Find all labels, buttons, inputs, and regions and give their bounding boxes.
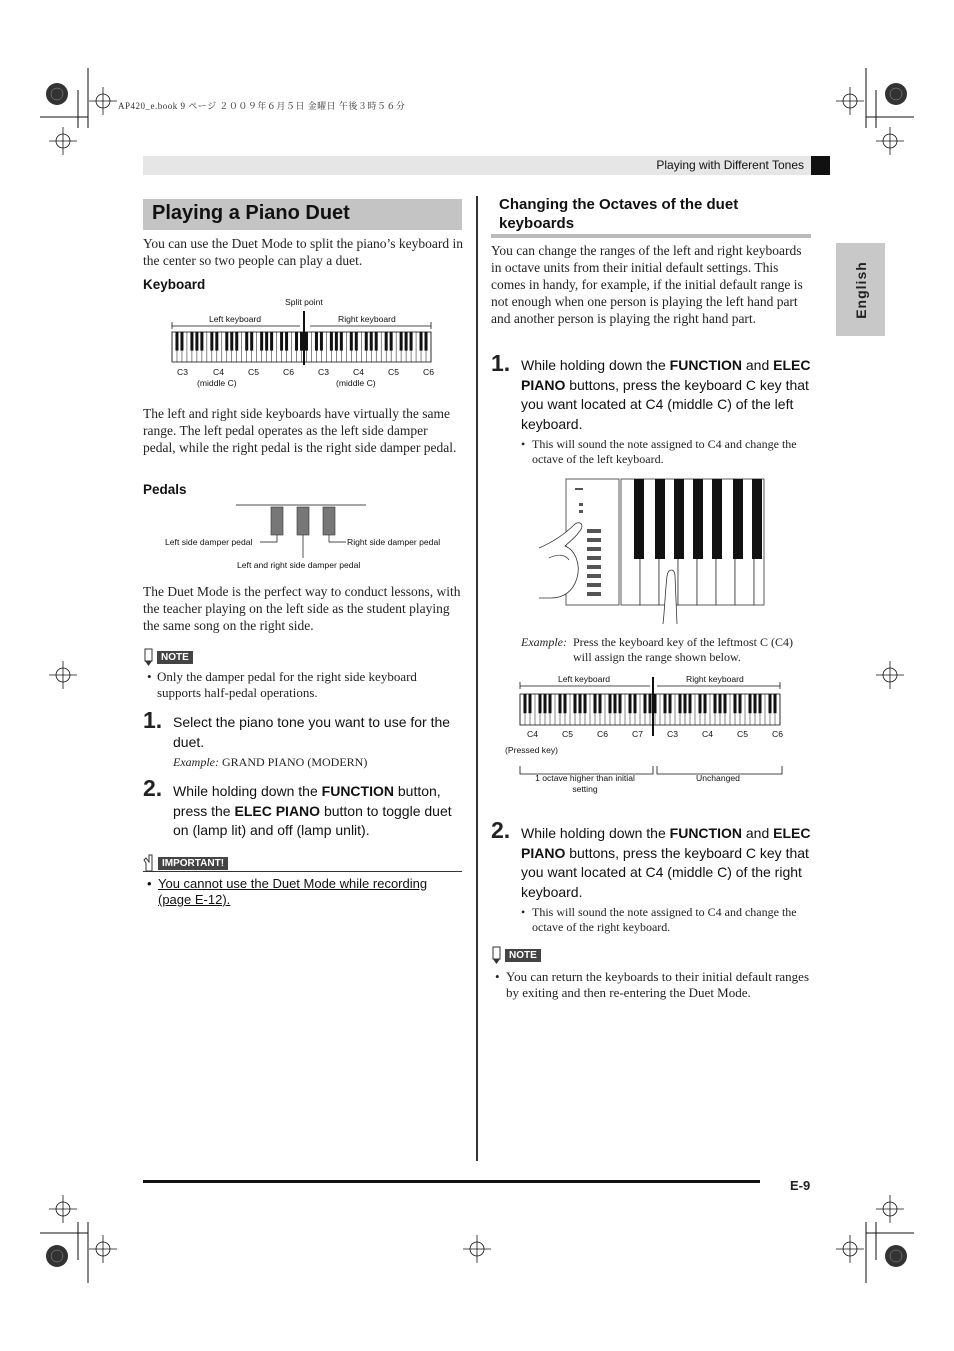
black-key xyxy=(664,694,667,713)
pencil-icon xyxy=(143,648,154,666)
black-key xyxy=(684,694,687,713)
black-key xyxy=(375,332,378,351)
note-label: C4 xyxy=(353,367,364,377)
black-key xyxy=(190,332,193,351)
note-label: C5 xyxy=(737,729,748,739)
keyboard-figure xyxy=(165,295,445,395)
black-key xyxy=(614,694,617,713)
note-label: C6 xyxy=(772,729,783,739)
black-key xyxy=(260,332,263,351)
keyboard-heading: Keyboard xyxy=(143,277,206,292)
black-key xyxy=(350,332,353,351)
note-label: C3 xyxy=(318,367,329,377)
black-key xyxy=(739,694,742,713)
black-key xyxy=(210,332,213,351)
header-marker xyxy=(811,156,830,175)
black-key xyxy=(200,332,203,351)
black-key xyxy=(295,332,298,351)
black-key xyxy=(180,332,183,351)
black-key xyxy=(175,332,178,351)
black-key xyxy=(250,332,253,351)
black-key xyxy=(410,332,413,351)
hand-keyboard-illustration xyxy=(535,476,775,631)
black-key xyxy=(335,332,338,351)
black-key xyxy=(769,694,772,713)
black-key xyxy=(315,332,318,351)
black-key xyxy=(320,332,323,351)
black-key xyxy=(719,694,722,713)
black-key xyxy=(285,332,288,351)
black-key xyxy=(754,694,757,713)
black-key xyxy=(549,694,552,713)
black-key xyxy=(634,694,637,713)
black-key xyxy=(714,694,717,713)
note-label: C6 xyxy=(283,367,294,377)
left-keyboard-label: Left keyboard xyxy=(558,674,611,684)
black-key xyxy=(564,694,567,713)
black-key xyxy=(390,332,393,351)
important-badge: IMPORTANT! xyxy=(143,854,228,872)
note-label: C6 xyxy=(597,729,608,739)
black-key xyxy=(544,694,547,713)
note-label: C4 xyxy=(527,729,538,739)
important-rule xyxy=(143,871,462,872)
section-title: Playing with Different Tones xyxy=(656,158,804,172)
middle-c-label: (middle C) xyxy=(197,378,237,388)
file-info: AP420_e.book 9 ページ ２００９年６月５日 金曜日 午後３時５６分 xyxy=(118,101,406,111)
black-key xyxy=(400,332,403,351)
black-key xyxy=(215,332,218,351)
note-label: C4 xyxy=(702,729,713,739)
black-key xyxy=(669,694,672,713)
black-key xyxy=(774,694,777,713)
black-key xyxy=(340,332,343,351)
page-number: E-9 xyxy=(790,1178,811,1193)
note-label: C4 xyxy=(213,367,224,377)
language-tab: English xyxy=(836,243,885,336)
step-number: 1. xyxy=(491,350,511,376)
black-key xyxy=(225,332,228,351)
black-key xyxy=(599,694,602,713)
column-divider xyxy=(476,196,478,1161)
black-key xyxy=(574,694,577,713)
black-key xyxy=(305,332,308,351)
black-key xyxy=(699,694,702,713)
black-key xyxy=(629,694,632,713)
black-key xyxy=(724,694,727,713)
black-key xyxy=(759,694,762,713)
duet-paragraph: The Duet Mode is the perfect way to conduct lessons, with the teacher playing on the left side as the student playing the same song on the right side. xyxy=(143,584,461,633)
section-heading: Changing the Octaves of the duet keyboards xyxy=(499,196,739,232)
black-key xyxy=(649,694,652,713)
black-key xyxy=(385,332,388,351)
black-key xyxy=(594,694,597,713)
right-keyboard-label: Right keyboard xyxy=(338,314,396,324)
step-1-example: Example: GRAND PIANO (MODERN) xyxy=(173,755,368,769)
black-key xyxy=(619,694,622,713)
octave-step-2-text: While holding down the FUNCTION and ELEC PIANO buttons, press the keyboard C key that you want located at C4 (middle C) of the right keyboard. xyxy=(521,825,811,900)
left-range-label: 1 octave higher than initial setting xyxy=(535,773,635,794)
octave-step-2-bullet: • This will sound the note assigned to C4 and change the octave of the right keyboard. xyxy=(521,905,797,934)
important-item: • You cannot use the Duet Mode while recording (page E-12). xyxy=(147,876,428,907)
black-key xyxy=(245,332,248,351)
black-key xyxy=(330,332,333,351)
pressed-key-label: (Pressed key) xyxy=(505,745,559,755)
black-key xyxy=(405,332,408,351)
black-key xyxy=(734,694,737,713)
step-2-text: While holding down the FUNCTION button, press the ELEC PIANO button to toggle duet on (lamp lit) and off (lamp unlit). xyxy=(173,783,452,838)
black-key xyxy=(704,694,707,713)
range-paragraph: The left and right side keyboards have virtually the same range. The left pedal operates as the left side damper pedal, while the right pedal is the right side damper pedal. xyxy=(143,406,457,455)
black-key xyxy=(524,694,527,713)
note-label: C7 xyxy=(632,729,643,739)
running-header xyxy=(143,156,830,175)
note-label: C3 xyxy=(177,367,188,377)
black-key xyxy=(644,694,647,713)
pencil-icon xyxy=(491,946,502,964)
note-badge: NOTE xyxy=(143,648,193,666)
black-key xyxy=(355,332,358,351)
note-badge: NOTE xyxy=(491,946,541,964)
black-key xyxy=(584,694,587,713)
black-key xyxy=(749,694,752,713)
note-label: C6 xyxy=(423,367,434,377)
note-item: • Only the damper pedal for the right side keyboard supports half-pedal operations. xyxy=(147,669,417,700)
octave-intro: You can change the ranges of the left and right keyboards in octave units from their initial default settings. This comes in handy, for example, if the initial default range is not enough when one person is playing the left hand part and another person is playing the right hand part. xyxy=(491,243,803,326)
note-label: C5 xyxy=(248,367,259,377)
left-pedal-label: Left side damper pedal xyxy=(165,537,253,547)
note-label: C5 xyxy=(388,367,399,377)
right-range-label: Unchanged xyxy=(696,773,740,783)
octave-step-1-text: While holding down the FUNCTION and ELEC PIANO buttons, press the keyboard C key that you want located at C4 (middle C) of the left keyboard. xyxy=(521,357,811,432)
right-keyboard-label: Right keyboard xyxy=(686,674,744,684)
black-key xyxy=(609,694,612,713)
middle-c-label: (middle C) xyxy=(336,378,376,388)
black-key xyxy=(539,694,542,713)
black-key xyxy=(270,332,273,351)
pedals-figure xyxy=(160,502,455,577)
black-key xyxy=(370,332,373,351)
step-number: 1. xyxy=(143,707,163,733)
black-key xyxy=(689,694,692,713)
hand-icon xyxy=(143,854,155,872)
footer-rule xyxy=(143,1180,760,1183)
split-point-label: Split point xyxy=(285,297,323,307)
black-key xyxy=(679,694,682,713)
page-title: Playing a Piano Duet xyxy=(143,199,462,230)
heading-rule xyxy=(491,234,811,238)
black-key xyxy=(235,332,238,351)
black-key xyxy=(559,694,562,713)
step-number: 2. xyxy=(143,775,163,801)
pedals-heading: Pedals xyxy=(143,482,187,497)
note-label: C5 xyxy=(562,729,573,739)
black-key xyxy=(280,332,283,351)
range-keyboard-figure xyxy=(500,670,800,800)
black-key xyxy=(265,332,268,351)
black-key xyxy=(300,332,303,351)
black-key xyxy=(425,332,428,351)
black-key xyxy=(420,332,423,351)
black-key xyxy=(579,694,582,713)
note-item: • You can return the keyboards to their initial default ranges by exiting and then re-entering the Duet Mode. xyxy=(495,969,810,1000)
black-key xyxy=(529,694,532,713)
step-1-text: Select the piano tone you want to use for the duet. xyxy=(173,714,451,750)
both-pedal-label: Left and right side damper pedal xyxy=(237,560,361,570)
note-label: C3 xyxy=(667,729,678,739)
black-key xyxy=(195,332,198,351)
intro-paragraph: You can use the Duet Mode to split the piano’s keyboard in the center so two people can play a duet. xyxy=(143,236,463,268)
right-pedal-label: Right side damper pedal xyxy=(347,537,441,547)
black-key xyxy=(365,332,368,351)
black-key xyxy=(230,332,233,351)
octave-step-1-bullet: • This will sound the note assigned to C4 and change the octave of the left keyboard. xyxy=(521,437,797,466)
left-keyboard-label: Left keyboard xyxy=(209,314,262,324)
step-number: 2. xyxy=(491,817,511,843)
